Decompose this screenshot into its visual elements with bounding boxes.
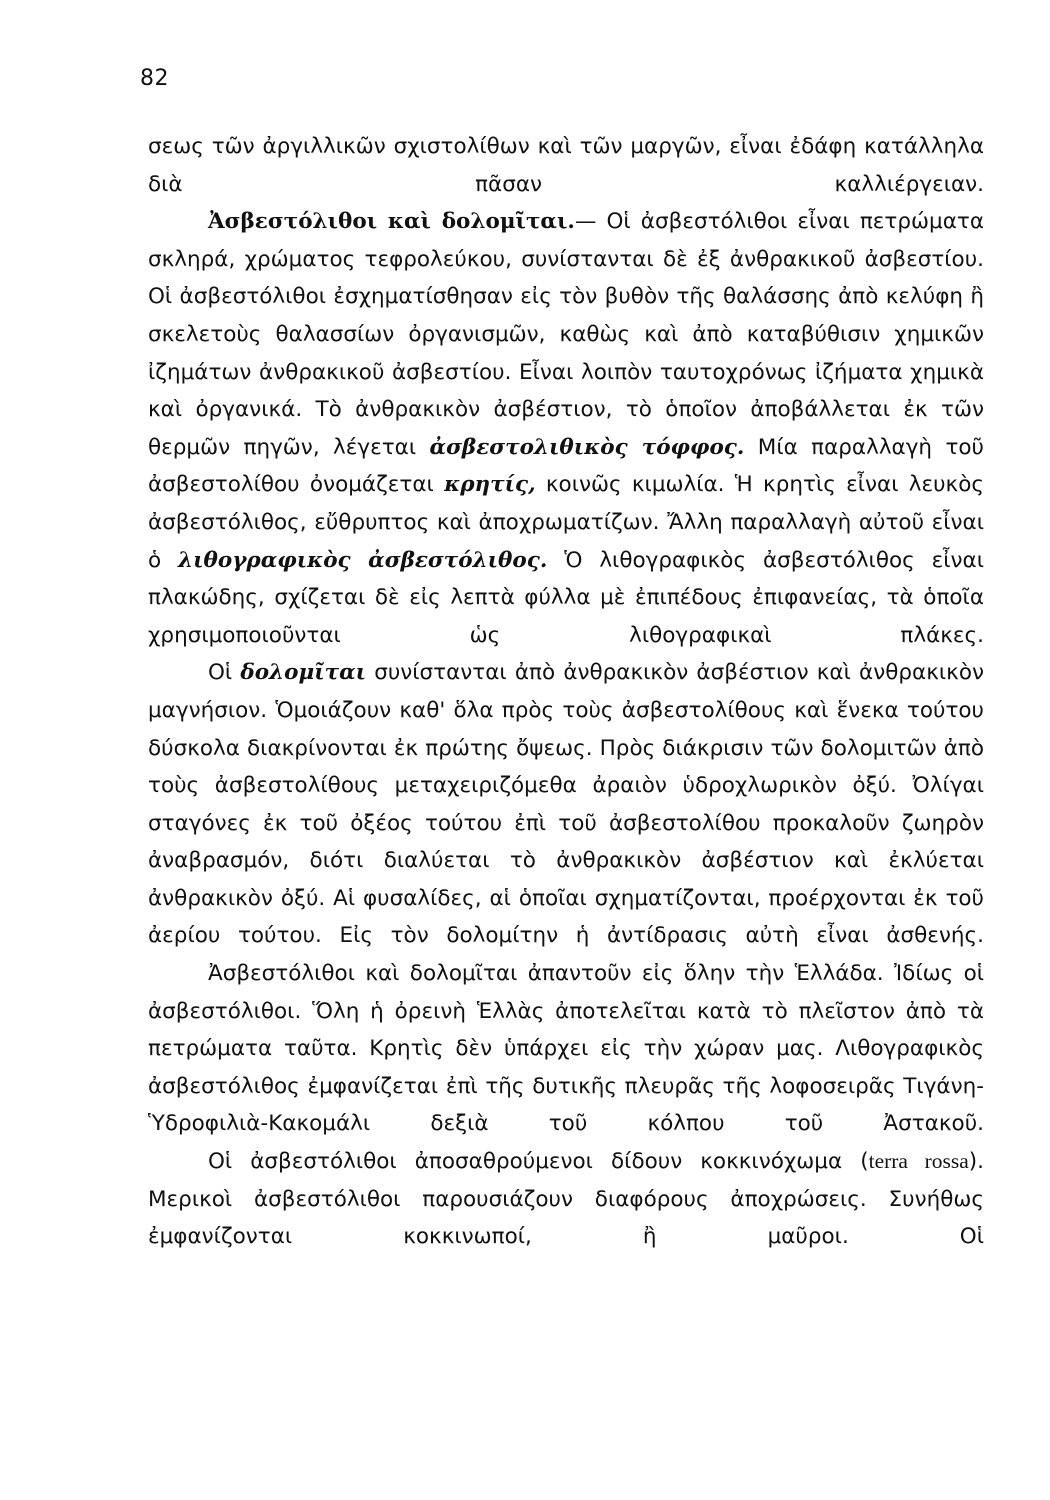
term-chalk: κρητίς, (444, 472, 536, 498)
paragraph-text: ). Μερικοὶ ἀσβεστόλιθοι παρουσιάζουν διαφόρους ἀποχρώσεις. Συνήθως ἐμφανίζονται κοκκινωποί, ἢ μαῦροι. Οἱ (148, 1149, 984, 1250)
paragraph-text: κοινῶς κιμωλία. Ἡ κρητὶς εἶναι λευκὸς ἀσβεστόλιθος, εὔθρυπτος καὶ ἀποχρωματίζων. Ἄλλη παραλλαγὴ αὐτοῦ εἶναι ὁ (148, 472, 984, 573)
paragraph-terra-rossa (148, 1143, 984, 1256)
latin-term: terra rossa (868, 1149, 969, 1174)
paragraph-dolomites (148, 654, 984, 955)
paragraph-text: Μία παραλλαγὴ τοῦ ἀσβεστολίθου ὀνομάζεται (148, 434, 984, 498)
page-number: 82 (140, 66, 169, 91)
body-text (148, 128, 984, 1256)
section-heading: Ἀσβεστόλιθοι καὶ δολομῖται. (208, 209, 575, 235)
paragraph-text: συνίστανται ἀπὸ ἀνθρακικὸν ἀσβέστιον καὶ ἀνθρακικὸν μαγνήσιον. Ὁμοιάζουν καθ' ὅλα πρὸς τοὺς ἀσβεστολίθους καὶ ἕνεκα τούτου δύσκολα διακρίνονται ἐκ πρώτης ὄψεως. Πρὸς διάκρισιν τῶν δολομιτῶν ἀπὸ τοὺς ἀσβεστολίθους μεταχειριζόμεθα ἀραιὸν ὑδροχλωρικὸν ὀξύ. Ὀλίγαι σταγόνες ἐκ τοῦ ὀξέος τούτου ἐπὶ τοῦ ἀσβεστολίθου προκαλοῦν ζωηρὸν ἀναβρασμόν, διότι διαλύεται τὸ ἀνθρακικὸν ἀσβέστιον καὶ ἐκλύεται ἀνθρακικὸν ὀξύ. Αἱ φυσαλίδες, αἱ ὁποῖαι σχηματίζονται, προέρχονται ἐκ τοῦ ἀερίου τούτου. Εἰς τὸν δολομίτην ἡ ἀντίδρασις αὐτὴ εἶναι ἀσθενής. (148, 660, 984, 949)
term-tuff: ἀσβεστολιθικὸς τόφφος. (429, 434, 745, 460)
paragraph-text: Οἱ ἀσβεστόλιθοι ἀποσαθρούμενοι δίδουν κοκκινόχωμα ( (208, 1149, 869, 1175)
paragraph-continuation: σεως τῶν ἀργιλλικῶν σχιστολίθων καὶ τῶν μαργῶν, εἶναι ἐδάφη κατάλληλα διὰ πᾶσαν καλλιέργειαν. (148, 134, 984, 197)
term-lithographic-limestone: λιθογραφικὸς ἀσβεστόλιθος. (178, 547, 548, 573)
term-dolomites: δολομῖται (240, 660, 367, 686)
paragraph-occurrence: Ἀσβεστόλιθοι καὶ δολομῖται ἀπαντοῦν εἰς ὅλην τὴν Ἑλλάδα. Ἰδίως οἱ ἀσβεστόλιθοι. Ὅλη ἡ ὀρεινὴ Ἑλλὰς ἀποτελεῖται κατὰ τὸ πλεῖστον ἀπὸ τὰ πετρώματα ταῦτα. Κρητὶς δὲν ὑπάρχει εἰς τὴν χώραν μας. Λιθογραφικὸς ἀσβεστόλιθος ἐμφανίζεται ἐπὶ τῆς δυτικῆς πλευρᾶς τῆς λοφοσειρᾶς Τιγάνη-Ὑδροφιλιὰ-Κακομάλι δεξιὰ τοῦ κόλπου τοῦ Ἀστακοῦ. (148, 961, 984, 1137)
paragraph-text: Ὁ λιθογραφικὸς ἀσβεστόλιθος εἶναι πλακώδης, σχίζεται δὲ εἰς λεπτὰ φύλλα μὲ ἐπιπέδους ἐπιφανείας, τὰ ὁποῖα χρησιμοποιοῦνται ὡς λιθογραφικαὶ πλάκες. (148, 547, 984, 648)
paragraph-limestones (148, 203, 984, 654)
paragraph-text: — Οἱ ἀσβεστόλιθοι εἶναι πετρώματα σκληρά, χρώματος τεφρολεύκου, συνίστανται δὲ ἐξ ἀνθρακικοῦ ἀσβεστίου. Οἱ ἀσβεστόλιθοι ἐσχηματίσθησαν εἰς τὸν βυθὸν τῆς θαλάσσης ἀπὸ κελύφη ἢ σκελετοὺς θαλασσίων ὀργανισμῶν, καθὼς καὶ ἀπὸ καταβύθισιν χημικῶν ἰζημάτων ἀνθρακικοῦ ἀσβεστίου. Εἶναι λοιπὸν ταυτοχρόνως ἰζήματα χημικὰ καὶ ὀργανικά. Τὸ ἀνθρακικὸν ἀσβέστιον, τὸ ὁποῖον ἀποβάλλεται ἐκ τῶν θερμῶν πηγῶν, λέγεται (148, 209, 984, 460)
paragraph-text: Οἱ (208, 660, 241, 686)
